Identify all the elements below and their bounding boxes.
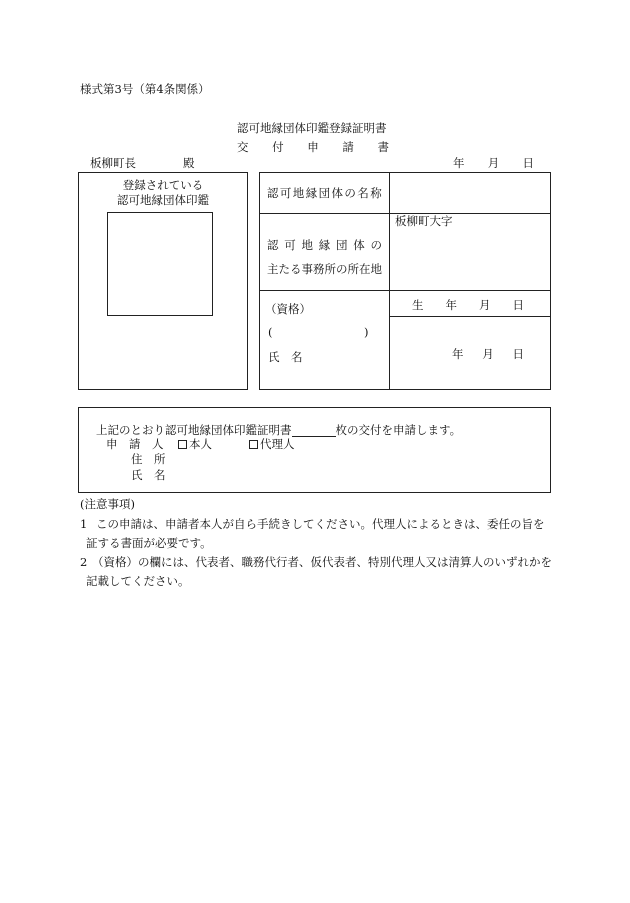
day-label: 日	[522, 156, 534, 170]
org-name-field[interactable]	[390, 174, 550, 212]
note-1-line1: この申請は、申請者本人が自ら手続きしてください。代理人によるときは、委任の旨を	[96, 517, 545, 531]
option-self[interactable]: 本人	[178, 437, 212, 451]
title-char: 付	[272, 140, 284, 154]
copies-blank[interactable]	[292, 424, 336, 437]
org-name-label: 認可地縁団体の名称	[267, 186, 384, 200]
self-checkbox[interactable]	[178, 440, 187, 449]
applicant-label: 申 請 人	[106, 437, 164, 451]
request-sentence	[96, 423, 461, 437]
paren-close: )	[364, 325, 369, 339]
addressee-suffix: 殿	[183, 156, 195, 170]
seal-stamp-area[interactable]	[107, 212, 213, 316]
address-label-line1: 認 可 地 縁 団 体 の	[267, 238, 382, 252]
title-line2	[237, 140, 389, 154]
note-2-num: 2	[80, 555, 88, 569]
title-line1: 認可地縁団体印鑑登録証明書	[237, 121, 387, 135]
address-field[interactable]	[390, 230, 550, 288]
agent-checkbox[interactable]	[249, 440, 258, 449]
note-2-line1: （資格）の欄には、代表者、職務代行者、仮代表者、特別代理人又は清算人のいずれかを	[92, 555, 552, 569]
notes-heading: (注意事項)	[80, 497, 135, 511]
title-char: 書	[377, 140, 389, 154]
applicant-address-label: 住 所	[131, 452, 166, 466]
title-char: 請	[342, 140, 354, 154]
table-row-line	[259, 290, 551, 291]
person-date: 年 月 日	[452, 347, 524, 361]
paren-open: (	[268, 325, 273, 339]
applicant-name-label: 氏 名	[131, 468, 166, 482]
month-label: 月	[487, 156, 500, 170]
seal-label-line1: 登録されている	[122, 178, 204, 192]
address-label-line2: 主たる事務所の所在地	[267, 262, 382, 276]
date-header	[453, 156, 534, 170]
qualification-field[interactable]	[276, 322, 362, 340]
note-1-num: 1	[80, 517, 88, 531]
year-label: 年	[453, 156, 465, 170]
request-text-after: 枚の交付を申請します。	[335, 423, 462, 437]
request-text-before: 上記のとおり認可地縁団体印鑑証明書	[96, 423, 292, 437]
table-row-line	[389, 316, 551, 317]
option-agent[interactable]: 代理人	[249, 437, 295, 451]
birth-date: 生 年 月 日	[412, 298, 524, 312]
title-char: 交	[237, 140, 249, 154]
address-value: 板柳町大字	[395, 214, 453, 228]
form-number: 様式第3号（第4条関係）	[80, 82, 210, 96]
qualification-label: （資格）	[265, 302, 311, 316]
note-1-line2: 証する書面が必要です。	[86, 536, 212, 550]
person-name-label: 氏 名	[268, 350, 303, 364]
title-char: 申	[307, 140, 319, 154]
addressee: 板柳町長	[90, 156, 136, 170]
note-2-line2: 記載してください。	[86, 574, 190, 588]
seal-label-line2: 認可地縁団体印鑑	[117, 193, 209, 207]
